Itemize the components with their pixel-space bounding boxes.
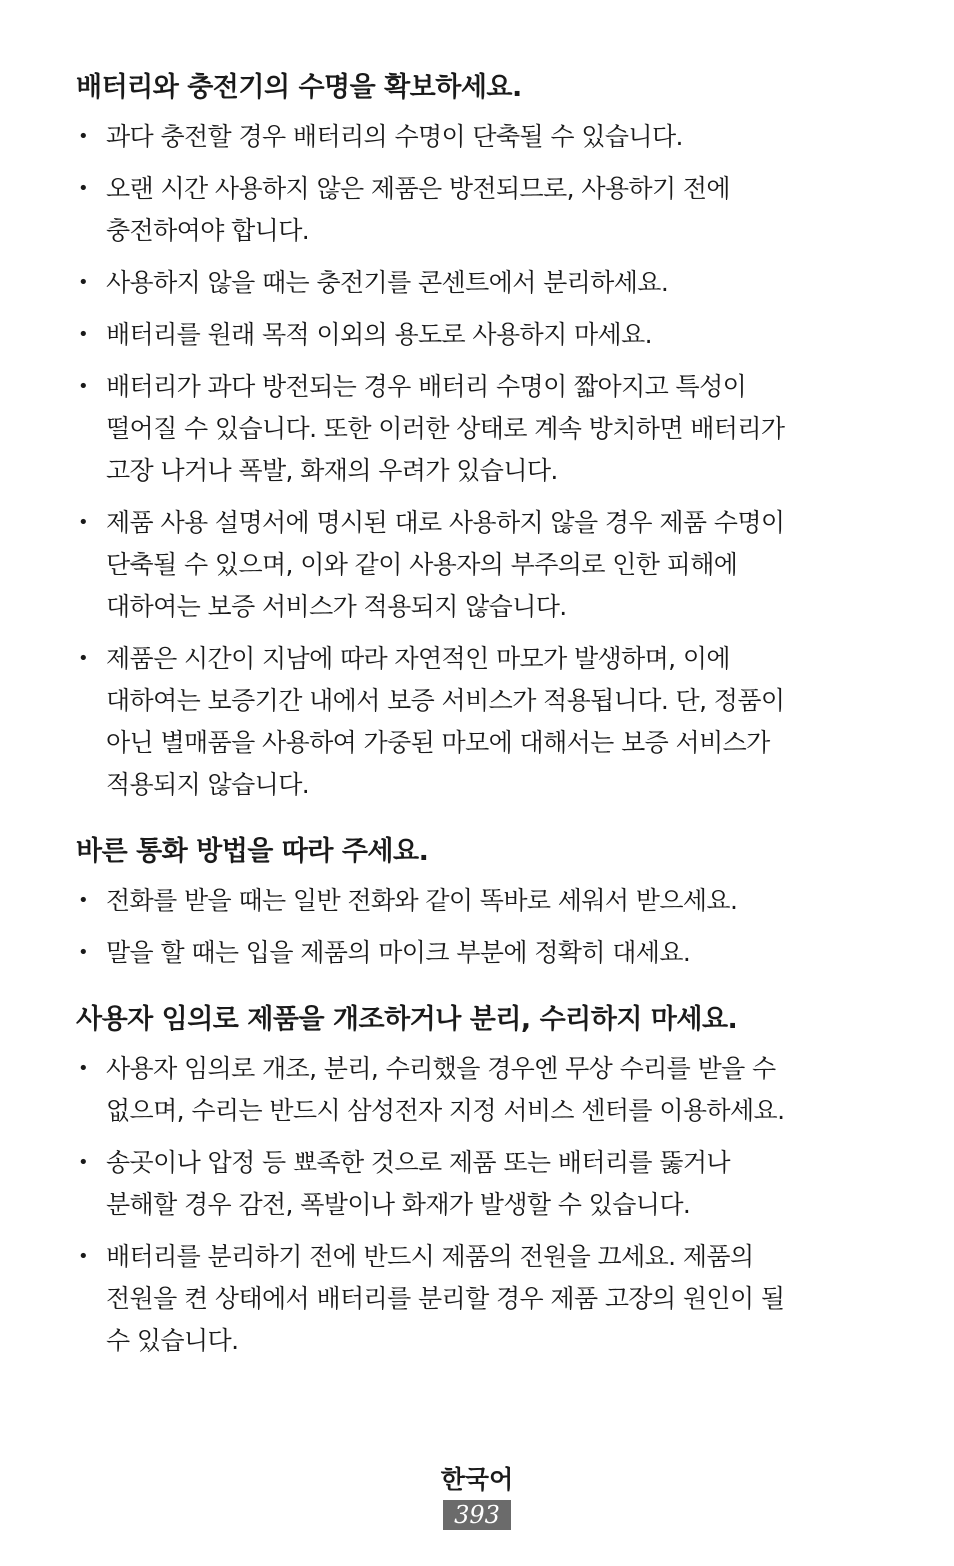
bullet-list	[76, 880, 896, 974]
list-item-text: 사용하지 않을 때는 충전기를 콘센트에서 분리하세요.	[106, 268, 669, 297]
list-item-text: 송곳이나 압정 등 뾰족한 것으로 제품 또는 배터리를 뚫거나 분해할 경우 감전, 폭발이나 화재가 발생할 수 있습니다.	[106, 1148, 730, 1219]
page-number: 393	[443, 1500, 511, 1530]
list-item-text: 배터리를 원래 목적 이외의 용도로 사용하지 마세요.	[106, 320, 652, 349]
list-item-text: 제품 사용 설명서에 명시된 대로 사용하지 않을 경우 제품 수명이 단축될 수 있으며, 이와 같이 사용자의 부주의로 인한 피해에 대하여는 보증 서비스가 적용되지 않습니다.	[106, 508, 785, 621]
list-item	[76, 1048, 896, 1132]
list-item-text: 배터리가 과다 방전되는 경우 배터리 수명이 짧아지고 특성이 떨어질 수 있습니다. 또한 이러한 상태로 계속 방치하면 배터리가 고장 나거나 폭발, 화재의 우려가 있습니다.	[106, 372, 785, 485]
bullet-icon: •	[77, 1152, 89, 1173]
footer-language: 한국어	[440, 1465, 514, 1494]
list-item	[76, 366, 896, 492]
list-item	[76, 932, 896, 974]
bullet-icon: •	[77, 942, 89, 963]
bullet-icon: •	[77, 324, 89, 345]
section-heading: 바른 통화 방법을 따라 주세요.	[76, 836, 429, 867]
bullet-icon: •	[77, 272, 89, 293]
bullet-list	[76, 116, 896, 806]
list-item	[76, 638, 896, 806]
list-item-text: 배터리를 분리하기 전에 반드시 제품의 전원을 끄세요. 제품의 전원을 켠 상태에서 배터리를 분리할 경우 제품 고장의 원인이 될 수 있습니다.	[106, 1242, 785, 1355]
list-item	[76, 880, 896, 922]
bullet-icon: •	[77, 890, 89, 911]
page-footer	[0, 1462, 954, 1530]
list-item	[76, 502, 896, 628]
list-item	[76, 1236, 896, 1362]
list-item-text: 제품은 시간이 지남에 따라 자연적인 마모가 발생하며, 이에 대하여는 보증기간 내에서 보증 서비스가 적용됩니다. 단, 정품이 아닌 별매품을 사용하여 가중된 마모에 대해서는 보증 서비스가 적용되지 않습니다.	[106, 644, 785, 799]
list-item-text: 사용자 임의로 개조, 분리, 수리했을 경우엔 무상 수리를 받을 수 없으며, 수리는 반드시 삼성전자 지정 서비스 센터를 이용하세요.	[106, 1054, 785, 1125]
list-item	[76, 1142, 896, 1226]
section-no-modification	[76, 996, 896, 1362]
bullet-icon: •	[77, 1246, 89, 1267]
section-heading: 사용자 임의로 제품을 개조하거나 분리, 수리하지 마세요.	[76, 1004, 738, 1035]
list-item-text: 과다 충전할 경우 배터리의 수명이 단축될 수 있습니다.	[106, 122, 683, 151]
list-item	[76, 168, 896, 252]
bullet-list	[76, 1048, 896, 1362]
bullet-icon: •	[77, 376, 89, 397]
bullet-icon: •	[77, 126, 89, 147]
list-item	[76, 262, 896, 304]
bullet-icon: •	[77, 178, 89, 199]
bullet-icon: •	[77, 1058, 89, 1079]
bullet-icon: •	[77, 512, 89, 533]
list-item-text: 오랜 시간 사용하지 않은 제품은 방전되므로, 사용하기 전에 충전하여야 합니다.	[106, 174, 730, 245]
bullet-icon: •	[77, 648, 89, 669]
list-item	[76, 314, 896, 356]
section-call-method	[76, 828, 896, 974]
list-item-text: 전화를 받을 때는 일반 전화와 같이 똑바로 세워서 받으세요.	[106, 886, 738, 915]
section-heading: 배터리와 충전기의 수명을 확보하세요.	[76, 72, 522, 103]
page-content	[76, 64, 896, 1372]
list-item-text: 말을 할 때는 입을 제품의 마이크 부분에 정확히 대세요.	[106, 938, 691, 967]
section-battery-life	[76, 64, 896, 806]
list-item	[76, 116, 896, 158]
